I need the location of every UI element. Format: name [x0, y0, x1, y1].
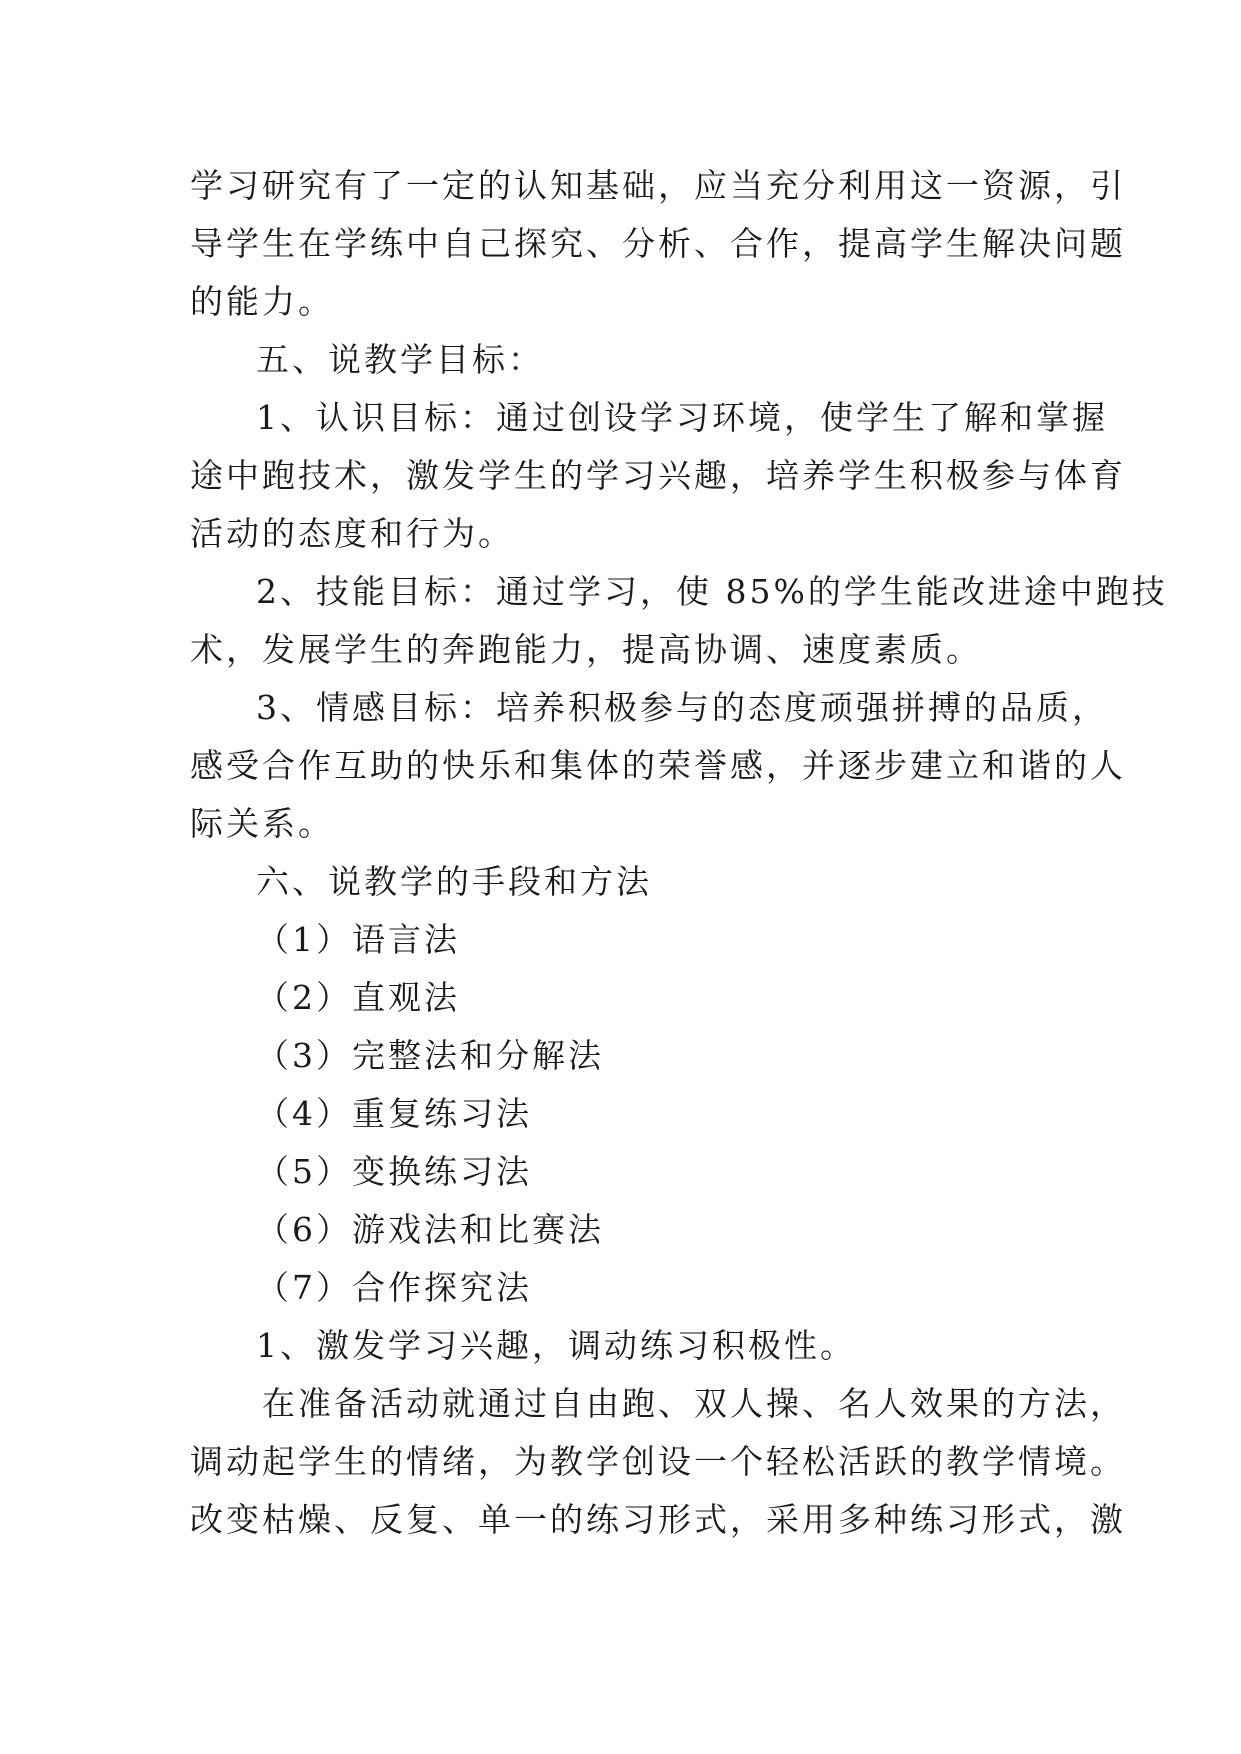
body-text-line: 术，发展学生的奔跑能力，提高协调、速度素质。 — [190, 630, 982, 669]
method-list-item: （6）游戏法和比赛法 — [256, 1210, 604, 1249]
body-text-line: 途中跑技术，激发学生的学习兴趣，培养学生积极参与体育 — [190, 456, 1126, 495]
method-list-item: （5）变换练习法 — [256, 1152, 532, 1191]
body-text-line: 感受合作互助的快乐和集体的荣誉感，并逐步建立和谐的人 — [190, 746, 1126, 785]
method-list-item: （4）重复练习法 — [256, 1094, 532, 1133]
method-list-item: （2）直观法 — [256, 978, 460, 1017]
section-heading-methods: 六、说教学的手段和方法 — [256, 862, 652, 901]
method-list-item: （3）完整法和分解法 — [256, 1036, 604, 1075]
goal-item-skill: 2、技能目标：通过学习，使 85%的学生能改进途中跑技 — [256, 572, 1168, 611]
subsection-heading: 1、激发学习兴趣，调动练习积极性。 — [256, 1326, 856, 1365]
section-heading-teaching-goals: 五、说教学目标： — [256, 340, 544, 379]
body-text-line: 调动起学生的情绪，为教学创设一个轻松活跃的教学情境。 — [190, 1442, 1126, 1481]
body-text-line: 活动的态度和行为。 — [190, 514, 514, 553]
body-text-line: 际关系。 — [190, 804, 334, 843]
body-text-line: 在准备活动就通过自由跑、双人操、名人效果的方法， — [262, 1384, 1126, 1423]
goal-item-emotion: 3、情感目标：培养积极参与的态度顽强拼搏的品质， — [256, 688, 1108, 727]
method-list-item: （1）语言法 — [256, 920, 460, 959]
body-text-line: 学习研究有了一定的认知基础，应当充分利用这一资源，引 — [190, 166, 1126, 205]
goal-item-cognitive: 1、认识目标：通过创设学习环境，使学生了解和掌握 — [256, 398, 1108, 437]
method-list-item: （7）合作探究法 — [256, 1268, 532, 1307]
body-text-line: 改变枯燥、反复、单一的练习形式，采用多种练习形式，激 — [190, 1500, 1126, 1539]
body-text-line: 的能力。 — [190, 282, 334, 321]
body-text-line: 导学生在学练中自己探究、分析、合作，提高学生解决问题 — [190, 224, 1126, 263]
